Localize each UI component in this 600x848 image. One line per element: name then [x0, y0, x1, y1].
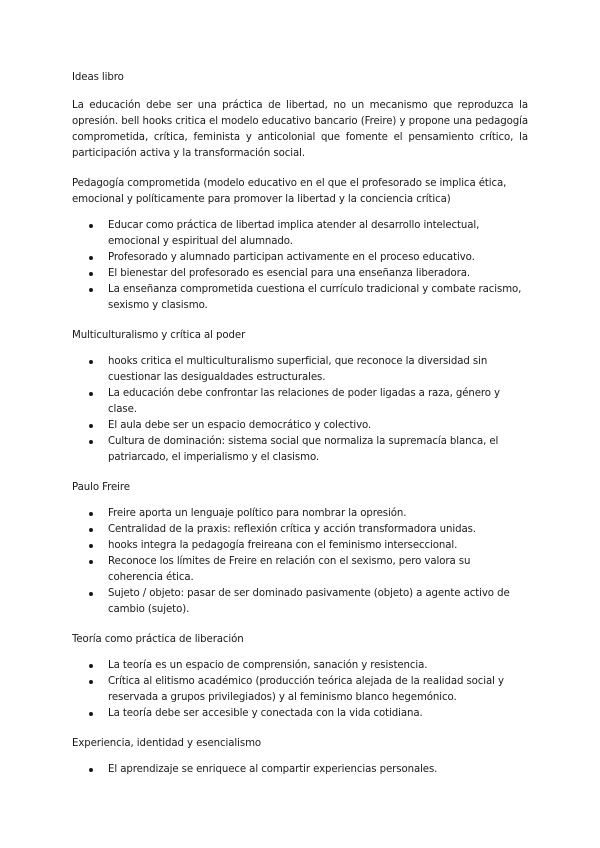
list-item: Sujeto / objeto: pasar de ser dominado pasivamente (objeto) a agente activo de cambio (sujeto). — [72, 586, 528, 618]
section-teoria — [72, 632, 528, 722]
bullet-icon — [89, 424, 93, 428]
list-item: Crítica al elitismo académico (producción teórica alejada de la realidad social y reservada a grupos privilegiados) y al feminismo blanco hegemónico. — [72, 674, 528, 706]
list-item: La enseñanza comprometida cuestiona el currículo tradicional y combate racismo, sexismo y clasismo. — [72, 282, 528, 314]
section-heading: Pedagogía comprometida (modelo educativo en el que el profesorado se implica ética, emocional y políticamente para promover la libertad y la conciencia crítica) — [72, 178, 507, 205]
bullet-icon — [89, 440, 93, 444]
bullet-icon — [89, 528, 93, 532]
list-item: El aula debe ser un espacio democrático y colectivo. — [72, 418, 528, 434]
list-item: El aprendizaje se enriquece al compartir experiencias personales. — [72, 762, 528, 778]
section-freire — [72, 480, 528, 618]
list-item: La teoría es un espacio de comprensión, sanación y resistencia. — [72, 658, 528, 674]
bullet-icon — [89, 392, 93, 396]
section-pedagogia — [72, 176, 528, 314]
bullet-icon — [89, 256, 93, 260]
section-heading: Teoría como práctica de liberación — [72, 634, 244, 645]
bullet-icon — [89, 360, 93, 364]
section-heading: Experiencia, identidad y esencialismo — [72, 738, 262, 749]
list-item: hooks integra la pedagogía freireana con el feminismo interseccional. — [72, 538, 528, 554]
bullet-icon — [89, 272, 93, 276]
document-page — [72, 70, 528, 792]
list-item: El bienestar del profesorado es esencial para una enseñanza liberadora. — [72, 266, 528, 282]
bullet-list — [72, 658, 528, 722]
list-item: Cultura de dominación: sistema social que normaliza la supremacía blanca, el patriarcado, el imperialismo y el clasismo. — [72, 434, 528, 466]
bullet-icon — [89, 680, 93, 684]
list-item: Profesorado y alumnado participan activamente en el proceso educativo. — [72, 250, 528, 266]
bullet-icon — [89, 288, 93, 292]
bullet-icon — [89, 560, 93, 564]
list-item: La educación debe confrontar las relaciones de poder ligadas a raza, género y clase. — [72, 386, 528, 418]
bullet-list — [72, 218, 528, 314]
section-heading: Paulo Freire — [72, 482, 130, 493]
section-experiencia — [72, 736, 528, 778]
bullet-icon — [89, 768, 93, 772]
bullet-icon — [89, 592, 93, 596]
list-item: La teoría debe ser accesible y conectada con la vida cotidiana. — [72, 706, 528, 722]
bullet-list — [72, 762, 528, 778]
bullet-list — [72, 354, 528, 466]
list-item: Freire aporta un lenguaje político para nombrar la opresión. — [72, 506, 528, 522]
section-heading: Multiculturalismo y crítica al poder — [72, 330, 246, 341]
bullet-list — [72, 506, 528, 618]
list-item: hooks critica el multiculturalismo superficial, que reconoce la diversidad sin cuestionar las desigualdades estructurales. — [72, 354, 528, 386]
list-item: Reconoce los límites de Freire en relación con el sexismo, pero valora su coherencia ética. — [72, 554, 528, 586]
document-title: Ideas libro — [72, 72, 124, 83]
list-item: Educar como práctica de libertad implica atender al desarrollo intelectual, emocional y espiritual del alumnado. — [72, 218, 528, 250]
bullet-icon — [89, 712, 93, 716]
section-multiculturalismo — [72, 328, 528, 466]
intro-paragraph: La educación debe ser una práctica de libertad, no un mecanismo que reproduzca la opresión. bell hooks critica el modelo educativo bancario (Freire) y propone una pedagogía comprometida, crítica, feminista y anticolonial que fomente el pensamiento crítico, la participación activa y la transformación social. — [72, 100, 528, 159]
bullet-icon — [89, 664, 93, 668]
bullet-icon — [89, 544, 93, 548]
list-item: Centralidad de la praxis: reflexión crítica y acción transformadora unidas. — [72, 522, 528, 538]
bullet-icon — [89, 224, 93, 228]
bullet-icon — [89, 512, 93, 516]
